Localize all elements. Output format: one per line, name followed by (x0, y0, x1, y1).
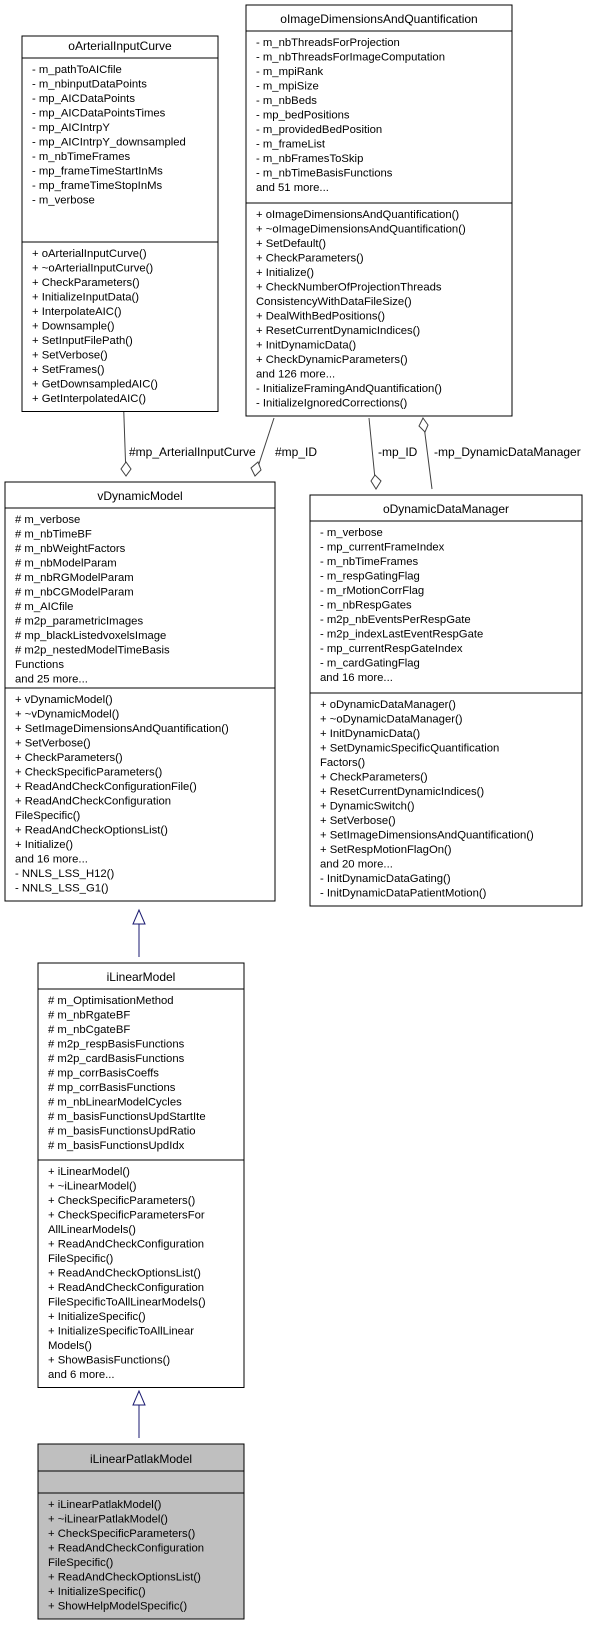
class-method: + ReadAndCheckConfiguration (48, 1542, 205, 1555)
class-method: FileSpecific() (48, 1253, 114, 1265)
class-method: + SetImageDimensionsAndQuantification() (15, 723, 229, 735)
class-attribute: - m_frameList (256, 138, 326, 151)
inheritance-arrow (133, 1391, 145, 1405)
class-method: + CheckParameters() (32, 277, 140, 289)
class-attribute: - m_nbBeds (256, 95, 317, 107)
class-attribute: - mp_bedPositions (256, 109, 350, 122)
aggregation-diamond (419, 418, 428, 432)
class-method: + InitializeInputData() (32, 291, 140, 304)
class-method: + SetDynamicSpecificQuantification (320, 742, 500, 755)
class-attribute: - m_mpiSize (256, 80, 319, 93)
class-method: + ReadAndCheckConfigurationFile() (15, 781, 197, 793)
class-method: + ReadAndCheckOptionsList() (48, 1267, 201, 1280)
class-method: + InitializeSpecific() (48, 1311, 146, 1323)
class-attribute: Functions (15, 659, 64, 671)
class-attribute: and 51 more... (256, 182, 329, 194)
class-method: + ReadAndCheckConfiguration (48, 1238, 205, 1251)
class-method: + ReadAndCheckConfiguration (15, 795, 172, 808)
class-attribute: - m_cardGatingFlag (320, 657, 420, 670)
class-method: + GetDownsampledAIC() (32, 378, 158, 391)
class-method: + CheckNumberOfProjectionThreads (256, 281, 442, 294)
class-attribute: # m_basisFunctionsUpdStartIte (48, 1111, 206, 1123)
class-method: FileSpecific() (15, 810, 81, 822)
class-attribute: - mp_AICIntrpY_downsampled (32, 136, 186, 149)
edge-label-mp-id: #mp_ID (275, 445, 318, 459)
edge-ilpm-to-ilm (133, 1391, 145, 1438)
class-attribute: # m_nbTimeBF (15, 528, 92, 541)
class-attribute: # m2p_nestedModelTimeBasis (15, 644, 170, 657)
class-attribute: # m_nbCGModelParam (15, 586, 134, 599)
class-method: + Initialize() (15, 839, 74, 851)
edge-label-mp-arterial-input-curve: #mp_ArterialInputCurve (129, 445, 256, 459)
class-attribute: - mp_currentRespGateIndex (320, 643, 463, 655)
edge-label-private-mp-id: -mp_ID (378, 445, 418, 459)
class-method: + ShowBasisFunctions() (48, 1354, 171, 1367)
class-method: + CheckSpecificParameters() (15, 766, 163, 779)
class-method: + CheckSpecificParameters() (48, 1528, 196, 1540)
class-attribute: # m_basisFunctionsUpdIdx (48, 1140, 185, 1152)
class-attribute: - m2p_nbEventsPerRespGate (320, 614, 471, 626)
class-method: - InitDynamicDataGating() (320, 873, 451, 885)
class-attribute: - m_nbTimeBasisFunctions (256, 167, 393, 180)
class-node-o-arterial-input-curve[interactable] (22, 36, 218, 412)
class-attribute: # m_basisFunctionsUpdRatio (48, 1125, 196, 1138)
class-name: iLinearPatlakModel (89, 1452, 193, 1466)
class-method: + oDynamicDataManager() (320, 699, 456, 711)
class-method: + ~vDynamicModel() (15, 708, 120, 721)
class-method: + SetVerbose() (15, 737, 91, 750)
class-name: oDynamicDataManager (382, 502, 510, 516)
class-attribute: # m_nbCgateBF (48, 1024, 131, 1036)
class-method: and 20 more... (320, 858, 393, 871)
class-method: Factors() (320, 757, 366, 769)
class-attribute: # mp_corrBasisCoeffs (48, 1067, 159, 1080)
class-method: + InitializeSpecificToAllLinear (48, 1325, 194, 1338)
class-attribute: # m_AICfile (15, 601, 74, 613)
class-method: + ~iLinearPatlakModel() (48, 1513, 168, 1526)
class-method: - InitializeFramingAndQuantification() (256, 383, 442, 395)
class-attribute: # mp_blackListedvoxelsImage (15, 630, 167, 642)
class-attribute: - m_nbTimeFrames (32, 151, 131, 163)
class-method: + ReadAndCheckOptionsList() (48, 1571, 201, 1584)
class-method: and 126 more... (256, 368, 336, 381)
class-name: vDynamicModel (97, 489, 183, 503)
inheritance-arrow (133, 910, 145, 924)
class-method: + CheckSpecificParameters() (48, 1195, 196, 1207)
class-method: + oImageDimensionsAndQuantification() (256, 209, 460, 221)
class-method: FileSpecificToAllLinearModels() (48, 1296, 206, 1309)
class-attribute: and 16 more... (320, 672, 393, 684)
class-attribute: - m_mpiRank (256, 66, 324, 78)
class-attribute: - mp_frameTimeStartInMs (32, 165, 163, 178)
class-method: + ~oImageDimensionsAndQuantification() (256, 223, 466, 236)
class-attribute: # m2p_cardBasisFunctions (48, 1053, 185, 1065)
aggregation-diamond (251, 462, 261, 476)
edge-ddm-to-idq (419, 418, 581, 489)
class-method: + SetInputFilePath() (32, 335, 133, 347)
class-method: AllLinearModels() (48, 1224, 136, 1236)
class-attribute: - m_respGatingFlag (320, 570, 420, 583)
class-method: - InitializeIgnoredCorrections() (256, 397, 408, 410)
class-method: + ~iLinearModel() (48, 1180, 137, 1193)
class-method: + iLinearModel() (48, 1166, 130, 1178)
class-method: + vDynamicModel() (15, 694, 113, 706)
aggregation-diamond (121, 462, 131, 476)
class-attribute: - m2p_indexLastEventRespGate (320, 628, 484, 641)
class-method: and 16 more... (15, 853, 88, 866)
class-method: + InterpolateAIC() (32, 306, 122, 318)
class-method: + SetRespMotionFlagOn() (320, 844, 452, 856)
class-attribute: # m_verbose (15, 514, 81, 526)
class-method: ConsistencyWithDataFileSize() (256, 296, 412, 308)
class-method: + Downsample() (32, 320, 115, 333)
class-method: + oArterialInputCurve() (32, 248, 147, 260)
class-method: + DealWithBedPositions() (256, 310, 386, 323)
class-name: oImageDimensionsAndQuantification (280, 12, 478, 26)
class-attribute: # m_nbWeightFactors (15, 543, 126, 555)
class-method: + CheckDynamicParameters() (256, 354, 408, 366)
class-name: oArterialInputCurve (68, 39, 172, 53)
class-method: + CheckParameters() (320, 771, 428, 784)
edge-idq-to-ddm (369, 418, 418, 489)
class-attribute: - m_verbose (320, 527, 383, 539)
class-node-o-dynamic-data-manager[interactable] (310, 495, 582, 906)
edge-ilm-to-vdm (133, 910, 145, 957)
aggregation-diamond (371, 475, 381, 489)
class-method: + InitDynamicData() (320, 728, 421, 740)
class-attribute: - m_nbinputDataPoints (32, 78, 147, 91)
class-method: + InitializeSpecific() (48, 1586, 146, 1598)
class-node-o-image-dimensions-and-quantification[interactable] (246, 5, 512, 416)
class-method: Models() (48, 1340, 92, 1352)
class-method: + ~oArterialInputCurve() (32, 262, 154, 275)
class-attribute: # mp_corrBasisFunctions (48, 1082, 176, 1094)
class-method: + CheckSpecificParametersFor (48, 1209, 205, 1222)
class-method: + SetImageDimensionsAndQuantification() (320, 829, 534, 842)
class-node-i-linear-model[interactable] (38, 963, 244, 1388)
class-method: + ReadAndCheckConfiguration (48, 1282, 205, 1294)
class-method: FileSpecific() (48, 1557, 114, 1569)
class-method: and 6 more... (48, 1369, 115, 1381)
class-attribute: # m2p_respBasisFunctions (48, 1038, 185, 1051)
class-attribute: # m_nbRgateBF (48, 1009, 131, 1022)
class-attribute: - m_nbFramesToSkip (256, 153, 364, 165)
class-attribute: - m_rMotionCorrFlag (320, 585, 425, 597)
class-node-v-dynamic-model[interactable] (5, 482, 275, 901)
class-attribute: # m_OptimisationMethod (48, 995, 174, 1007)
class-method: + DynamicSwitch() (320, 800, 415, 813)
class-attribute: and 25 more... (15, 673, 88, 686)
edge-label-mp-dynamic-data-manager: -mp_DynamicDataManager (434, 445, 581, 459)
class-attribute: - m_nbThreadsForImageComputation (256, 51, 445, 64)
class-method: + SetDefault() (256, 238, 327, 250)
class-attribute: - mp_AICDataPoints (32, 93, 135, 105)
class-attribute: - m_nbTimeFrames (320, 556, 419, 568)
class-attribute: - m_providedBedPosition (256, 124, 383, 136)
class-method: + GetInterpolatedAIC() (32, 393, 146, 405)
edge-idq-to-vdm (251, 418, 317, 476)
class-method: + CheckParameters() (15, 752, 123, 764)
class-attribute: - m_verbose (32, 194, 95, 207)
class-method: + ResetCurrentDynamicIndices() (256, 325, 421, 337)
class-method: + iLinearPatlakModel() (48, 1499, 162, 1511)
class-method: + SetFrames() (32, 364, 105, 376)
class-method: - NNLS_LSS_G1() (15, 882, 109, 895)
class-method: + ReadAndCheckOptionsList() (15, 824, 168, 837)
class-attribute: - mp_currentFrameIndex (320, 541, 445, 554)
class-method: + ShowHelpModelSpecific() (48, 1600, 188, 1613)
class-method: + SetVerbose() (320, 815, 396, 827)
class-method: + ResetCurrentDynamicIndices() (320, 786, 485, 798)
class-method: - NNLS_LSS_H12() (15, 868, 115, 880)
class-method: + SetVerbose() (32, 349, 108, 362)
class-attribute: - mp_AICIntrpY (32, 122, 110, 134)
class-attribute: # m2p_parametricImages (15, 615, 144, 628)
class-attribute: # m_nbRGModelParam (15, 572, 134, 584)
class-method: - InitDynamicDataPatientMotion() (320, 887, 487, 900)
class-attribute: - m_pathToAICfile (32, 64, 122, 76)
class-method: + InitDynamicData() (256, 339, 357, 352)
class-name: iLinearModel (106, 970, 176, 984)
class-method: + Initialize() (256, 267, 315, 279)
class-method: + ~oDynamicDataManager() (320, 713, 463, 726)
class-attribute: - m_nbThreadsForProjection (256, 37, 400, 49)
class-attribute: - mp_AICDataPointsTimes (32, 107, 166, 120)
class-method: + CheckParameters() (256, 252, 364, 265)
class-attribute: - m_nbRespGates (320, 599, 412, 612)
class-node-i-linear-patlak-model[interactable] (38, 1444, 244, 1619)
class-attribute: # m_nbLinearModelCycles (48, 1096, 182, 1109)
class-attribute: # m_nbModelParam (15, 557, 117, 570)
class-attribute: - mp_frameTimeStopInMs (32, 180, 163, 192)
